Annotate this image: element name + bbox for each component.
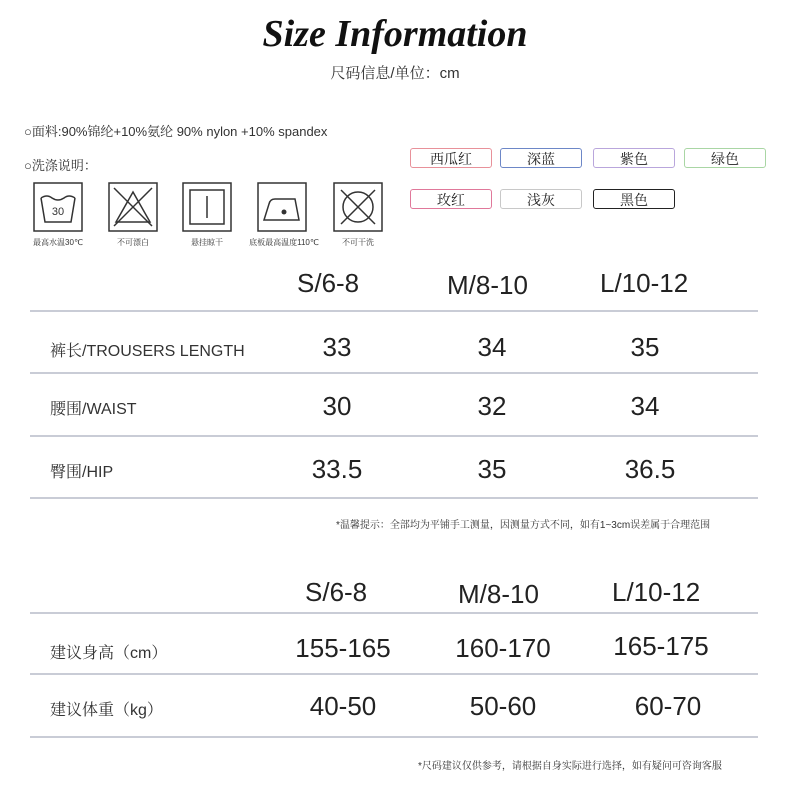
no-bleach-icon xyxy=(108,182,158,237)
table2-header-s: S/6-8 xyxy=(305,577,368,607)
table1-cell: 35 xyxy=(477,454,507,484)
page-subtitle: 尺码信息/单位：cm xyxy=(330,65,460,82)
table1-divider xyxy=(30,497,758,499)
table2-header-m: M/8-10 xyxy=(458,579,539,609)
table2-cell: 60-70 xyxy=(634,691,702,721)
care-caption-dry-clean: 不可干洗 xyxy=(342,238,374,247)
color-chip-purple: 紫色 xyxy=(593,148,675,168)
table1-divider xyxy=(30,372,758,374)
care-caption-wash: 最高水温30℃ xyxy=(33,238,83,247)
table2-header-l: L/10-12 xyxy=(612,577,701,607)
table1-row-label: 腰围/WAIST xyxy=(50,401,137,418)
table2-cell: 40-50 xyxy=(309,691,377,721)
color-chip-navy: 深蓝 xyxy=(500,148,582,168)
table2-cell: 165-175 xyxy=(613,631,709,661)
table1-cell: 32 xyxy=(477,391,507,421)
color-chip-black: 黑色 xyxy=(593,189,675,209)
table2-divider xyxy=(30,673,758,675)
no-dry-clean-icon xyxy=(333,182,383,237)
table2-row-label: 建议体重（kg） xyxy=(50,702,163,719)
measurement-note: *温馨提示：全部均为平铺手工测量，因测量方式不同，如有1~3cm误差属于合理范围 xyxy=(336,520,711,531)
iron-110-icon xyxy=(257,182,307,237)
table2-cell: 160-170 xyxy=(455,633,551,663)
table2-cell: 50-60 xyxy=(469,691,537,721)
table1-divider xyxy=(30,310,758,312)
care-caption-iron: 底板最高温度110℃ xyxy=(249,238,319,247)
color-chip-light-gray: 浅灰 xyxy=(500,189,582,209)
wash-temp-text: 30 xyxy=(51,206,65,218)
table1-divider xyxy=(30,435,758,437)
care-label: ○洗涤说明： xyxy=(24,158,97,173)
hang-dry-icon xyxy=(182,182,232,237)
material-info: ○面料:90%锦纶+10%氨纶 90% nylon +10% spandex xyxy=(24,124,328,139)
table1-cell: 33 xyxy=(322,332,352,362)
table2-divider xyxy=(30,736,758,738)
care-caption-bleach: 不可漂白 xyxy=(117,238,149,247)
table1-header-l: L/10-12 xyxy=(600,268,689,298)
color-chip-green: 绿色 xyxy=(684,148,766,168)
wash-30-icon xyxy=(33,182,83,237)
table1-row-label: 臀围/HIP xyxy=(50,464,114,481)
page-title: Size Information xyxy=(262,13,528,55)
color-chip-rose-red: 玫红 xyxy=(410,189,492,209)
care-caption-hang: 悬挂晾干 xyxy=(191,238,223,247)
table2-divider xyxy=(30,612,758,614)
table1-cell: 35 xyxy=(630,332,660,362)
table1-cell: 36.5 xyxy=(624,454,676,484)
table1-row-label: 裤长/TROUSERS LENGTH xyxy=(50,343,245,360)
table2-cell: 155-165 xyxy=(295,633,391,663)
table1-cell: 33.5 xyxy=(311,454,363,484)
color-chip-watermelon-red: 西瓜红 xyxy=(410,148,492,168)
size-advice-note: *尺码建议仅供参考，请根据自身实际进行选择，如有疑问可咨询客服 xyxy=(418,761,722,772)
table1-cell: 34 xyxy=(477,332,507,362)
table1-header-m: M/8-10 xyxy=(447,270,528,300)
table1-header-s: S/6-8 xyxy=(297,268,360,298)
table1-cell: 34 xyxy=(630,391,660,421)
table2-row-label: 建议身高（cm） xyxy=(50,645,168,662)
table1-cell: 30 xyxy=(322,391,352,421)
